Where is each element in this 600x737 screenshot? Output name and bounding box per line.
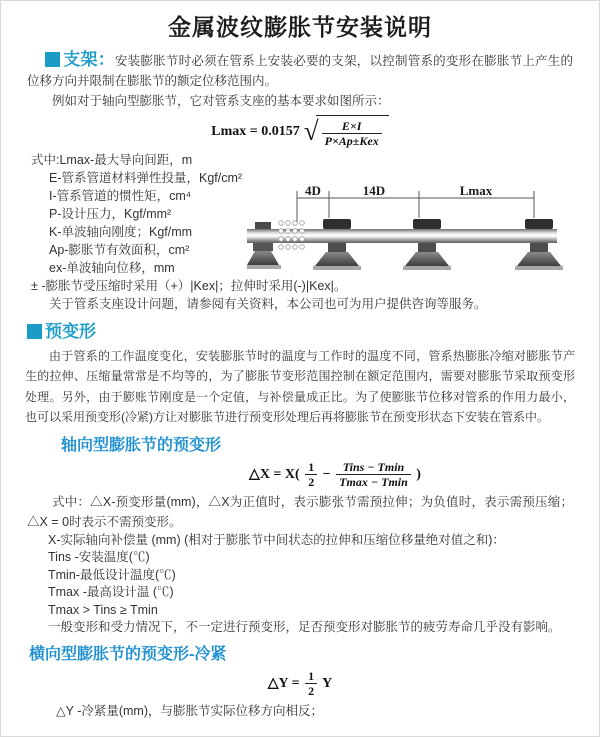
axial-where-text: 式中：△X-预变形量(mm)，△X为正值时，表示膨张节需预拉伸；为负值时，表示需预压缩；△X = 0时表示不需预变形。 — [27, 494, 573, 529]
preform-body-text: 由于管系的工作温度变化，安装膨胀节时的温度与工作时的温度不同，管系热膨胀冷缩对膨胀节产生的拉伸、压缩量常常是不均等的，为了膨胀节变形范围控制在额定范围内，需要对膨胀节采取预变形处理。另外，由于膨账节刚度是一个定值，与补偿量成正比。为了使膨胀节位移对管系的作用力最小，也可以采用预变形(冷紧)方让对膨胀节进行预变形处理后再将膨胀节在预变形状态下安装在管系中。 — [25, 348, 575, 425]
temperature-fraction: $\frac{\text{Tins − Tmin}}{Tmax - Tmin}$ — [336, 460, 411, 490]
support-example-text: 例如对于轴向型膨胀节，它对管系支座的基本要求如图所示： — [52, 94, 390, 108]
lmax-formula — [211, 115, 388, 149]
axial-formula-row — [1, 460, 599, 490]
lateral-note-text: △Y -冷紧量(mm)，与膨胀节实际位移方向相反； — [56, 704, 324, 719]
var-line: K-单波轴向刚度；Kgf/mm — [49, 224, 193, 239]
definitions-and-diagram — [1, 151, 599, 313]
section-square-icon — [45, 52, 60, 67]
var-line: 式中:Lmax-最大导向间距，m — [31, 152, 193, 167]
var-line: ± -膨胀节受压缩时采用（+）|Kex|；拉伸时采用(-)|Kex|。 — [31, 278, 347, 293]
radical-sign-icon: √ — [303, 116, 319, 146]
preform-section-label: 预变形 — [45, 321, 96, 341]
lateral-formula-prefix: △Y = — [267, 675, 300, 691]
note-line: Tmax > Tins ≥ Tmin — [48, 602, 158, 617]
axial-notes-list — [48, 532, 599, 637]
var-line: P-设计压力，Kgf/mm² — [49, 206, 172, 221]
lateral-preform-formula — [268, 669, 332, 699]
note-line: 一般变形和受力情况下，不一定进行预变形，足否预变形对膨胀节的疲劳寿命几乎没有影响。 — [48, 620, 561, 635]
axial-preform-formula — [249, 460, 421, 490]
preform-section-heading — [27, 321, 599, 344]
lateral-formula-suffix: Y — [322, 675, 333, 691]
lateral-formula-row — [1, 669, 599, 699]
lmax-formula-row — [1, 115, 599, 149]
formula-variable-list — [31, 151, 599, 295]
axial-formula-prefix: △X = X( — [249, 466, 300, 482]
lmax-formula-lhs: Lmax = 0.0157 — [211, 124, 300, 140]
lateral-preform-heading: 横向型膨胀节的预变形-冷紧 — [29, 645, 227, 663]
page-title: 金属波纹膨胀节安装说明 — [168, 14, 432, 40]
half-fraction: $\frac{1}{2}$ — [305, 669, 317, 699]
lmax-fraction: $\frac{E\times I}{\text{P×Ap±Kex}}$ — [322, 119, 382, 149]
support-section-label: 支架： — [63, 50, 115, 69]
dim-label-lmax: Lmax — [459, 184, 493, 198]
support-closing-text: 关于管系支座设计问题，请参阅有关资料，本公司也可为用户提供咨询等服务。 — [49, 296, 487, 311]
note-line: Tins -安装温度(℃) — [48, 550, 150, 565]
half-fraction: $\frac{1}{2}$ — [305, 460, 317, 490]
var-line: Ap-膨胀节有效面积，cm² — [49, 242, 190, 257]
var-line: I-管系管道的惯性矩，cm⁴ — [49, 188, 192, 203]
sqrt-radical — [304, 115, 389, 149]
var-line: E-管系管道材料弹性投量，Kgf/cm² — [49, 170, 243, 185]
var-line: ex-单波轴向位移，mm — [49, 260, 175, 275]
dim-label-4d: 4D — [305, 184, 321, 198]
minus-sign: − — [322, 466, 331, 482]
section-square-icon — [27, 324, 42, 339]
note-line: X-实际轴向补偿量 (mm) (相对于膨胀节中间状态的拉伸和压缩位移量绝对值之和)： — [48, 532, 505, 547]
axial-formula-suffix: ) — [416, 466, 421, 482]
support-section-paragraph — [27, 50, 573, 91]
axial-preform-heading: 轴向型膨胀节的预变形 — [61, 436, 222, 454]
dim-label-14d: 14D — [362, 184, 386, 198]
support-intro-text: 安装膨胀节时必须在管系上安装必要的支架，以控制管系的变形在膨胀节上产生的位移方向并限制在膨胀节的额定位移范围内。 — [27, 54, 573, 88]
note-line: Tmax -最高设计温 (℃) — [48, 585, 174, 600]
note-line: Tmin-最低设计温度(℃) — [48, 567, 176, 582]
